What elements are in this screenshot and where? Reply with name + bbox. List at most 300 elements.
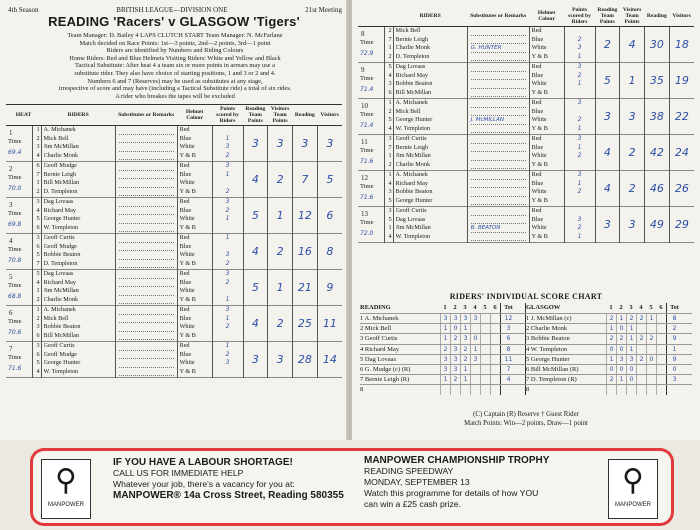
ride-score: 3 bbox=[450, 314, 460, 323]
rider-name: George Hunter bbox=[43, 359, 81, 366]
rider-number: 5 bbox=[388, 215, 392, 223]
substitute-line bbox=[119, 270, 174, 279]
helmet-colour: Red bbox=[179, 198, 190, 205]
ride-score bbox=[490, 365, 500, 374]
rider-name: Jim McMillan bbox=[43, 287, 79, 294]
rider-points: 1 bbox=[577, 232, 582, 240]
substitute-line bbox=[471, 53, 526, 62]
progressive-reading: 35 bbox=[644, 63, 669, 99]
ride-score bbox=[440, 385, 450, 394]
gate-cell bbox=[385, 99, 393, 135]
substitute-line bbox=[471, 207, 526, 216]
col-prog-visitors-r: Visitors bbox=[669, 6, 694, 27]
substitutes-cell bbox=[467, 99, 529, 135]
progressive-visitors: 3 bbox=[326, 137, 334, 150]
helmet-colour: Y & B bbox=[531, 232, 548, 240]
ride-scores bbox=[440, 345, 500, 354]
ride-score: 3 bbox=[450, 355, 460, 364]
progressive-reading: 38 bbox=[644, 99, 669, 135]
col-helmet-r: Helmet Colour bbox=[529, 6, 564, 27]
rider-points-cell bbox=[212, 234, 243, 270]
advert-labour-line-4: MANPOWER® 14a Cross Street, Reading 580355 bbox=[113, 490, 344, 501]
progressive-reading: 49 bbox=[644, 207, 669, 243]
rider-total: 3 bbox=[500, 324, 516, 333]
rider-total bbox=[500, 385, 516, 394]
rider-points bbox=[213, 368, 243, 377]
gate-cell bbox=[33, 234, 41, 270]
col-helmet: Helmet Colour bbox=[177, 105, 212, 126]
helmet-colour: Blue bbox=[179, 206, 192, 214]
heat-number-cell bbox=[358, 63, 385, 99]
helmet-colour: Y & B bbox=[179, 367, 196, 375]
helmet-colour: Blue bbox=[531, 71, 544, 79]
gate-cell bbox=[33, 162, 41, 198]
helmet-colour: White bbox=[531, 152, 547, 159]
ride-score bbox=[656, 365, 666, 374]
score-chart-team-header bbox=[360, 303, 526, 313]
rider-name: Bobbie Beaton bbox=[395, 80, 433, 87]
progressive-visitors: 26 bbox=[674, 182, 689, 195]
score-chart-row bbox=[360, 384, 692, 394]
visitors-team-points: 3 bbox=[620, 207, 645, 243]
progressive-visitors: 5 bbox=[326, 173, 334, 186]
rider-name: Bobbie Beaton bbox=[395, 188, 433, 195]
helmet-colour: Blue bbox=[531, 107, 544, 115]
ride-score bbox=[470, 385, 480, 394]
heat-number: 8 bbox=[361, 30, 365, 38]
rider-number: 4 bbox=[388, 124, 392, 132]
visitors-team-points: 4 bbox=[620, 27, 645, 63]
rider-number: 2 bbox=[388, 107, 392, 115]
rider-points: 3 bbox=[225, 143, 230, 150]
progressive-visitors: 6 bbox=[326, 209, 334, 222]
substitute-line bbox=[119, 279, 174, 288]
helmet-colour: Blue bbox=[531, 179, 544, 187]
away-rider-scores bbox=[526, 365, 692, 374]
ride-score: 3 bbox=[470, 355, 480, 364]
rider-name: Jim McMillan bbox=[395, 152, 431, 159]
rider-name: 3 Geoff Curtis bbox=[360, 335, 398, 343]
rider-name: W. Templeton bbox=[395, 124, 431, 132]
rider-name: Jim McMillan bbox=[43, 143, 79, 150]
helmet-colour-cell bbox=[177, 162, 212, 198]
progressive-visitors: 9 bbox=[326, 281, 334, 294]
heat-time: 71.6 bbox=[360, 194, 374, 201]
heat-row bbox=[6, 198, 342, 234]
ride-column-header: 1 bbox=[609, 304, 613, 311]
helmet-colour-cell bbox=[177, 198, 212, 234]
rider-points-cell bbox=[564, 207, 595, 243]
substitute-line bbox=[471, 161, 526, 170]
visitors-team-points: 1 bbox=[268, 270, 293, 306]
score-chart-team-header bbox=[526, 303, 692, 313]
substitute-line bbox=[471, 144, 526, 153]
reading-team-points: 4 bbox=[243, 306, 268, 342]
rider-points-cell bbox=[564, 135, 595, 171]
rider-number: 1 bbox=[388, 152, 392, 159]
visitors-team-points: 2 bbox=[268, 162, 293, 198]
rider-name: D. Templeton bbox=[395, 52, 430, 60]
visitors-team-points: 3 bbox=[268, 342, 293, 378]
substitute-line bbox=[471, 27, 526, 36]
rider-name: 8 bbox=[360, 386, 364, 394]
ride-score: 0 bbox=[626, 375, 636, 384]
helmet-colour: White bbox=[531, 224, 547, 231]
heat-time: 72.0 bbox=[360, 230, 374, 237]
rider-total: 6 bbox=[500, 334, 516, 343]
substitute-line bbox=[471, 180, 526, 189]
progressive-reading: 42 bbox=[644, 135, 669, 171]
note-line: Tactical Substitute: After heat 4 a team six or more points in arrears may use a bbox=[75, 62, 275, 70]
rider-name: Bernie Leigh bbox=[395, 35, 429, 43]
heat-number: 13 bbox=[361, 210, 368, 218]
time-label: Time bbox=[8, 354, 22, 361]
ride-score: 3 bbox=[450, 365, 460, 374]
rider-total: 0 bbox=[666, 365, 682, 374]
ride-score: 1 bbox=[440, 324, 450, 333]
helmet-colour: Y & B bbox=[531, 88, 548, 96]
rider-total: 9 bbox=[666, 355, 682, 364]
ride-score bbox=[656, 324, 666, 333]
away-rider-scores bbox=[526, 314, 692, 323]
advert-trophy-line-1: MANPOWER CHAMPIONSHIP TROPHY bbox=[364, 455, 550, 466]
rider-points-cell bbox=[564, 63, 595, 99]
substitute-line bbox=[471, 99, 526, 108]
substitute-line bbox=[119, 126, 174, 135]
rider-name: Bernie Leigh bbox=[43, 170, 77, 178]
ride-scores bbox=[440, 324, 500, 333]
ride-score: 3 bbox=[460, 334, 470, 343]
ride-score: 2 bbox=[460, 345, 470, 354]
helmet-colour: Red bbox=[179, 270, 190, 277]
ride-scores bbox=[440, 385, 500, 394]
reading-team-points: 3 bbox=[243, 126, 268, 162]
heat-number: 5 bbox=[9, 273, 13, 281]
heat-number-cell bbox=[358, 27, 385, 63]
ride-score bbox=[646, 324, 656, 333]
substitute-line bbox=[119, 162, 174, 171]
substitute-note: J. McMILLAN bbox=[470, 117, 504, 123]
heat-number-cell bbox=[358, 207, 385, 243]
progressive-visitors: 22 bbox=[674, 110, 689, 123]
heat-table-left bbox=[6, 104, 342, 378]
ride-score bbox=[656, 355, 666, 364]
substitutes-cell bbox=[467, 207, 529, 243]
rider-number: 3 bbox=[36, 323, 40, 330]
helmet-colour: Blue bbox=[179, 350, 192, 358]
substitute-line bbox=[471, 216, 526, 225]
rider-number: 7 bbox=[388, 143, 392, 151]
rider-number: 6 bbox=[36, 350, 40, 358]
visitors-team-points: 2 bbox=[620, 171, 645, 207]
rider-number: 4 bbox=[388, 232, 392, 240]
ride-scores bbox=[606, 334, 666, 343]
substitute-line bbox=[471, 36, 526, 45]
ride-score: 3 bbox=[626, 355, 636, 364]
heat-time: 71.6 bbox=[360, 158, 374, 165]
ride-score bbox=[646, 365, 656, 374]
ride-score: 2 bbox=[636, 314, 646, 323]
ride-score bbox=[490, 345, 500, 354]
away-rider-scores bbox=[526, 334, 692, 343]
ride-score: 1 bbox=[626, 345, 636, 354]
note-line: Riders are identified by Numbers and Riding Colours bbox=[106, 47, 244, 55]
rider-points: 3 bbox=[225, 359, 230, 366]
heat-time: 69.4 bbox=[8, 149, 22, 156]
helmet-colour: White bbox=[179, 359, 195, 366]
rider-name: Geoff Curtis bbox=[395, 135, 427, 142]
riders-cell bbox=[41, 270, 115, 306]
progressive-reading: 7 bbox=[292, 162, 317, 198]
rider-points: 1 bbox=[577, 143, 582, 151]
rider-name: George Hunter bbox=[395, 116, 433, 123]
substitute-line bbox=[119, 359, 174, 368]
ride-scores bbox=[440, 334, 500, 343]
rider-name: 6 G. Mudge (c) (R) bbox=[360, 365, 411, 373]
ride-scores bbox=[606, 385, 666, 394]
team-name: GLASGOW bbox=[526, 304, 561, 311]
col-heat: HEAT bbox=[6, 105, 41, 126]
helmet-colour: White bbox=[179, 287, 195, 294]
helmet-colour: Y & B bbox=[179, 187, 196, 195]
time-label: Time bbox=[8, 246, 22, 253]
ride-score bbox=[626, 385, 636, 394]
rider-points-cell bbox=[212, 306, 243, 342]
heat-number-cell bbox=[358, 99, 385, 135]
advert-trophy bbox=[356, 448, 674, 526]
helmet-colour: White bbox=[179, 143, 195, 150]
riders-cell bbox=[41, 342, 115, 378]
substitute-line bbox=[119, 287, 174, 296]
rider-points bbox=[565, 108, 595, 117]
ride-column-headers bbox=[606, 303, 666, 313]
helmet-colour: Y & B bbox=[179, 223, 196, 231]
away-rider-scores bbox=[526, 324, 692, 333]
rider-name: Charlie Monk bbox=[43, 151, 79, 159]
rider-points: 3 bbox=[225, 251, 230, 258]
ride-score bbox=[480, 355, 490, 364]
rider-name: 4 Richard May bbox=[360, 345, 399, 353]
heat-number: 3 bbox=[9, 201, 13, 209]
score-chart-row bbox=[360, 313, 692, 323]
heat-number-cell bbox=[6, 162, 33, 198]
rider-name: Richard May bbox=[395, 179, 429, 187]
helmet-colour: Red bbox=[179, 342, 190, 349]
rider-points: 3 bbox=[577, 215, 582, 223]
rider-name: Bobbie Beaton bbox=[43, 251, 81, 258]
rider-number: 3 bbox=[36, 342, 40, 349]
ride-score: 1 bbox=[616, 375, 626, 384]
rider-points bbox=[213, 126, 243, 135]
ride-column-header: 4 bbox=[639, 304, 643, 311]
time-label: Time bbox=[360, 183, 374, 190]
ride-score: 1 bbox=[460, 365, 470, 374]
rider-name: 5 George Hunter bbox=[526, 355, 570, 363]
rider-number: 1 bbox=[36, 179, 40, 186]
rider-points-cell bbox=[212, 162, 243, 198]
ride-score: 2 bbox=[606, 334, 616, 343]
heat-time: 71.4 bbox=[360, 122, 374, 129]
reading-team-points: 5 bbox=[595, 63, 620, 99]
rider-name: Mick Bell bbox=[43, 314, 69, 322]
helmet-colour: Y & B bbox=[179, 151, 196, 159]
visitors-team-points: 1 bbox=[620, 63, 645, 99]
ride-score bbox=[656, 314, 666, 323]
rider-name: 4 W. Templeton bbox=[526, 345, 568, 353]
heat-time: 72.9 bbox=[360, 50, 374, 57]
substitute-line bbox=[119, 260, 174, 269]
rider-points: 2 bbox=[225, 259, 230, 267]
ride-score: 0 bbox=[450, 324, 460, 333]
rider-points bbox=[213, 179, 243, 188]
helmet-colour: White bbox=[179, 323, 195, 330]
riders-cell bbox=[41, 126, 115, 162]
score-chart-row bbox=[360, 333, 692, 343]
gate-cell bbox=[33, 126, 41, 162]
ride-scores bbox=[606, 355, 666, 364]
helmet-colour: Y & B bbox=[531, 124, 548, 132]
rider-name: W. Templeton bbox=[395, 232, 431, 240]
time-label: Time bbox=[8, 210, 22, 217]
rider-points: 3 bbox=[225, 162, 230, 169]
advert-trophy-line-5: can win a £25 cash prize. bbox=[364, 499, 461, 509]
ride-score bbox=[656, 345, 666, 354]
heat-number: 12 bbox=[361, 174, 368, 182]
rider-number: 4 bbox=[388, 71, 392, 79]
reading-team-points: 3 bbox=[243, 342, 268, 378]
helmet-colour-cell bbox=[177, 234, 212, 270]
ride-score: 1 bbox=[470, 345, 480, 354]
rider-name: Bill McMillan bbox=[395, 88, 432, 96]
helmet-colour-cell bbox=[529, 63, 564, 99]
ride-score: 1 bbox=[460, 324, 470, 333]
time-label: Time bbox=[8, 174, 22, 181]
advert-labour-line-3: Whatever your job, there's a vacancy for you at: bbox=[113, 479, 295, 489]
meeting-label: 21st Meeting bbox=[305, 6, 342, 14]
rider-points: 2 bbox=[577, 35, 582, 43]
time-label: Time bbox=[360, 147, 374, 154]
substitutes-cell bbox=[115, 306, 177, 342]
ride-score bbox=[490, 385, 500, 394]
rider-number: 4 bbox=[36, 367, 40, 375]
rider-number: 5 bbox=[36, 251, 40, 258]
rider-total: 8 bbox=[666, 314, 682, 323]
col-prog-visitors: Visitors bbox=[317, 105, 342, 126]
heat-row bbox=[358, 63, 694, 99]
substitute-line bbox=[119, 351, 174, 360]
helmet-colour: Y & B bbox=[531, 196, 548, 204]
helmet-colour-cell bbox=[529, 207, 564, 243]
away-rider-scores bbox=[526, 375, 692, 384]
ride-score bbox=[636, 365, 646, 374]
total-column-header: Tot bbox=[666, 303, 682, 313]
substitutes-cell bbox=[115, 234, 177, 270]
home-rider-scores bbox=[360, 345, 526, 354]
helmet-colour: Blue bbox=[179, 278, 192, 286]
rider-name: Geoff Curtis bbox=[43, 342, 75, 349]
gate-cell bbox=[385, 63, 393, 99]
rider-name: George Hunter bbox=[43, 215, 81, 222]
visitors-team-points: 3 bbox=[268, 126, 293, 162]
rider-name: Charlie Monk bbox=[395, 160, 431, 168]
helmet-colour: Blue bbox=[179, 170, 192, 178]
progressive-reading: 25 bbox=[292, 306, 317, 342]
substitute-line bbox=[119, 234, 174, 243]
heat-number-cell bbox=[6, 342, 33, 378]
rider-points: 3 bbox=[225, 198, 230, 205]
rider-points: 2 bbox=[225, 278, 230, 286]
reading-team-points: 4 bbox=[595, 135, 620, 171]
legend bbox=[352, 410, 700, 428]
substitute-line bbox=[471, 152, 526, 161]
substitute-line bbox=[119, 207, 174, 216]
gate-cell bbox=[33, 342, 41, 378]
riders-cell bbox=[393, 63, 467, 99]
substitute-note: B. BEATON bbox=[470, 225, 501, 231]
col-points: Points scored by Riders bbox=[212, 105, 243, 126]
substitute-line bbox=[119, 243, 174, 252]
progressive-visitors: 29 bbox=[674, 218, 689, 231]
ride-score bbox=[646, 345, 656, 354]
rider-name: Mick Bell bbox=[395, 27, 421, 34]
helmet-colour: Red bbox=[179, 306, 190, 313]
ride-score: 3 bbox=[450, 345, 460, 354]
ride-scores bbox=[606, 375, 666, 384]
helmet-colour: Y & B bbox=[179, 259, 196, 267]
time-label: Time bbox=[8, 282, 22, 289]
helmet-colour: White bbox=[531, 116, 547, 123]
col-reading: Reading Team Points bbox=[243, 105, 268, 126]
home-rider-scores bbox=[360, 365, 526, 374]
heat-row bbox=[6, 162, 342, 198]
ride-scores bbox=[440, 365, 500, 374]
rider-points bbox=[213, 287, 243, 296]
rider-name: Geoff Mudge bbox=[43, 242, 77, 250]
rider-points: 1 bbox=[225, 215, 230, 222]
progressive-reading: 12 bbox=[292, 198, 317, 234]
rider-name: W. Templeton bbox=[43, 367, 79, 375]
right-page bbox=[352, 0, 700, 440]
progressive-visitors: 18 bbox=[674, 38, 689, 51]
helmet-colour: Red bbox=[531, 63, 542, 70]
rider-points: 2 bbox=[225, 151, 230, 159]
advert-trophy-line-2: READING SPEEDWAY bbox=[364, 466, 454, 476]
helmet-colour-cell bbox=[177, 306, 212, 342]
riders-cell bbox=[393, 171, 467, 207]
home-rider-scores bbox=[360, 385, 526, 394]
score-chart-header bbox=[360, 303, 692, 313]
rider-name: 7 Bernie Leigh (R) bbox=[360, 376, 410, 384]
substitute-line bbox=[119, 368, 174, 377]
substitute-line bbox=[471, 197, 526, 206]
ride-score: 0 bbox=[470, 334, 480, 343]
rider-number: 1 bbox=[388, 224, 392, 231]
home-rider-scores bbox=[360, 355, 526, 364]
reading-team-points: 4 bbox=[595, 171, 620, 207]
ride-column-header: 5 bbox=[649, 304, 653, 311]
rider-points: 2 bbox=[225, 323, 230, 330]
rider-number: 4 bbox=[36, 151, 40, 159]
helmet-colour-cell bbox=[529, 99, 564, 135]
rider-number: 5 bbox=[388, 63, 392, 70]
rider-name: Richard May bbox=[43, 206, 77, 214]
rider-name: 6 Bill McMillan (R) bbox=[526, 365, 579, 373]
helmet-colour: White bbox=[179, 179, 195, 186]
col-reading-r: Reading Team Points bbox=[595, 6, 620, 27]
substitute-line bbox=[471, 72, 526, 81]
helmet-colour: Red bbox=[179, 234, 190, 241]
rider-number: 7 bbox=[36, 259, 40, 267]
